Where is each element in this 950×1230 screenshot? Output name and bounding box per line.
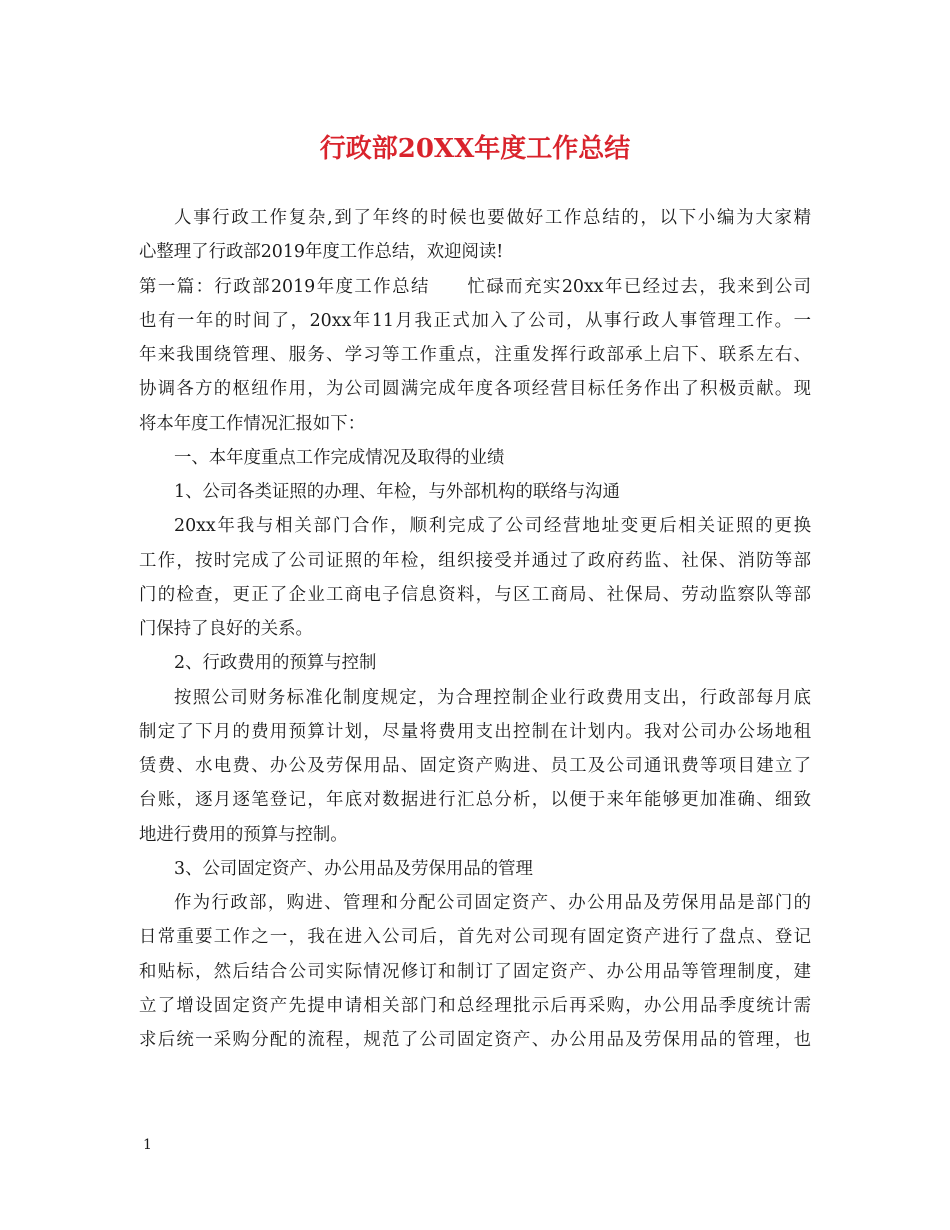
body-line: 求后统一采购分配的流程，规范了公司固定资产、办公用品及劳保用品的管理，也 [139, 1030, 811, 1050]
body-line: 台账，逐月逐笔登记，年底对数据进行汇总分析，以便于来年能够更加准确、细致 [139, 790, 811, 811]
page-number: 1 [143, 1137, 152, 1153]
body-line: 门保持了良好的关系。 [139, 619, 313, 639]
body-line: 门的检查，更正了企业工商电子信息资料，与区工商局、社保局、劳动监察队等部 [139, 584, 811, 605]
subsection-heading: 2、行政费用的预算与控制 [174, 653, 377, 674]
body-line: 作为行政部，购进、管理和分配公司固定资产、办公用品及劳保用品是部门的 [174, 893, 811, 913]
body-line: 人事行政工作复杂,到了年终的时候也要做好工作总结的，以下小编为大家精 [174, 208, 811, 228]
body-line: 立了增设固定资产先提申请相关部门和总经理批示后再采购，办公用品季度统计需 [139, 995, 811, 1016]
body-line: 工作，按时完成了公司证照的年检，组织接受并通过了政府药监、社保、消防等部 [139, 550, 811, 571]
body-line: 第一篇：行政部2019年度工作总结 忙碌而充实20xx年已经过去，我来到公司 [139, 276, 811, 297]
subsection-heading: 3、公司固定资产、办公用品及劳保用品的管理 [174, 858, 533, 879]
document-title: 行政部20XX年度工作总结 [319, 134, 631, 164]
body-line: 制定了下月的费用预算计划，尽量将费用支出控制在计划内。我对公司办公场地租 [139, 721, 811, 742]
body-line: 和贴标，然后结合公司实际情况修订和制订了固定资产、办公用品等管理制度，建 [139, 961, 811, 982]
body-line: 赁费、水电费、办公及劳保用品、固定资产购进、员工及公司通讯费等项目建立了 [139, 756, 811, 776]
body-line: 20xx年我与相关部门合作，顺利完成了公司经营地址变更后相关证照的更换 [174, 516, 811, 537]
document-body [139, 201, 811, 1057]
body-line: 将本年度工作情况汇报如下： [139, 413, 366, 434]
section-heading: 一、本年度重点工作完成情况及取得的业绩 [174, 447, 505, 468]
body-line: 也有一年的时间了，20xx年11月我正式加入了公司，从事行政人事管理工作。一 [139, 310, 811, 331]
body-line: 按照公司财务标准化制度规定，为合理控制企业行政费用支出，行政部每月底 [174, 687, 811, 708]
body-line: 地进行费用的预算与控制。 [139, 824, 348, 845]
body-line: 日常重要工作之一，我在进入公司后，首先对公司现有固定资产进行了盘点、登记 [139, 927, 811, 948]
subsection-heading: 1、公司各类证照的办理、年检，与外部机构的联络与沟通 [174, 482, 620, 502]
body-line: 心整理了行政部2019年度工作总结，欢迎阅读! [139, 242, 504, 263]
body-line: 协调各方的枢纽作用，为公司圆满完成年度各项经营目标任务作出了积极贡献。现 [139, 379, 811, 400]
body-line: 年来我围绕管理、服务、学习等工作重点，注重发挥行政部承上启下、联系左右、 [139, 345, 811, 365]
